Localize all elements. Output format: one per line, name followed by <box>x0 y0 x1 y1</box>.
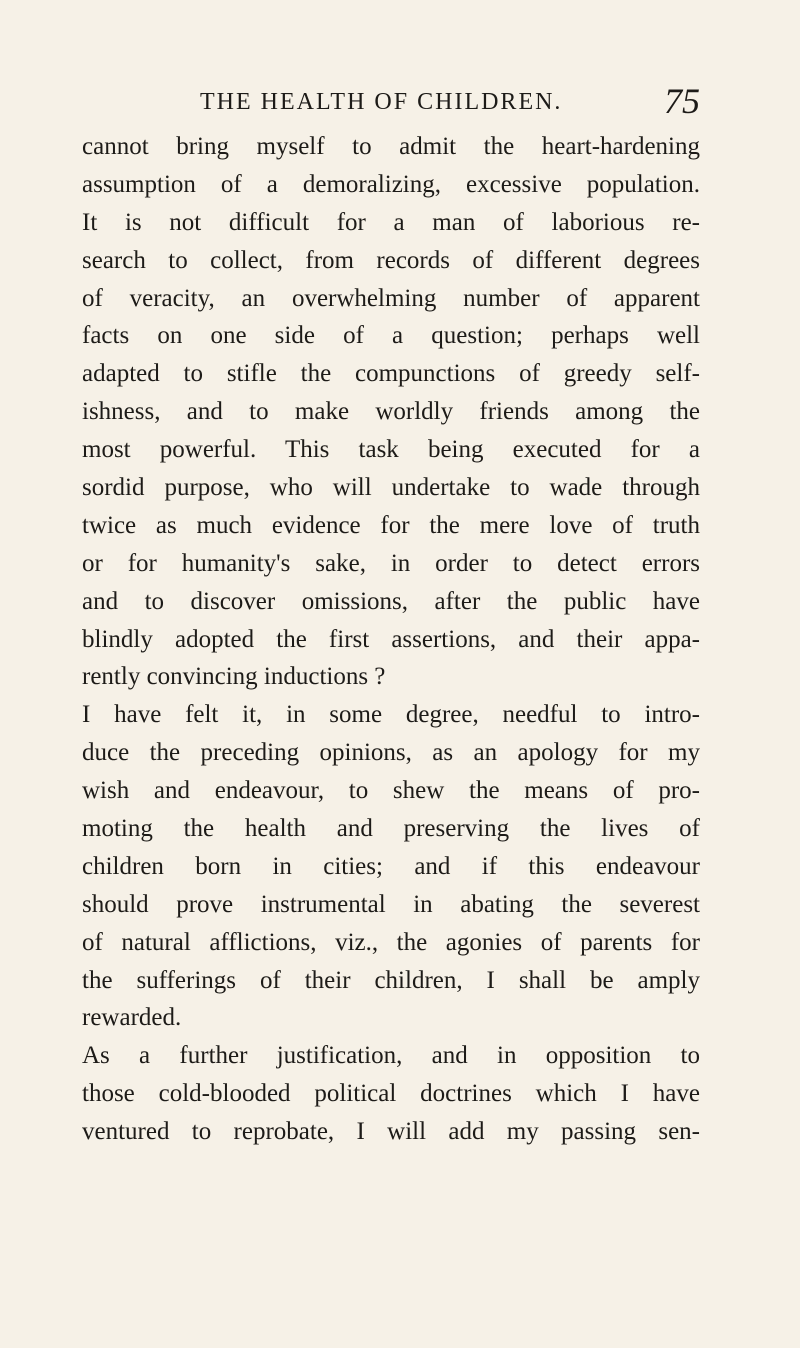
text-line-16: I have felt it, in some degree, needful to intro- <box>82 701 700 729</box>
text-line-18: wish and endeavour, to shew the means of pro- <box>82 777 700 805</box>
text-line-24: rewarded. <box>82 1004 182 1032</box>
text-line-27: ventured to reprobate, I will add my passing sen- <box>82 1118 700 1146</box>
text-line-7: adapted to stifle the compunctions of greedy self- <box>82 360 700 388</box>
text-line-1: cannot bring myself to admit the heart-hardening <box>82 133 700 160</box>
running-title: THE HEALTH OF CHILDREN. <box>200 89 563 115</box>
text-line-6: facts on one side of a question; perhaps well <box>82 322 700 350</box>
text-line-23: the sufferings of their children, I shall be amply <box>82 966 700 994</box>
body-text <box>82 128 700 1151</box>
text-line-21: should prove instrumental in abating the severest <box>82 890 700 918</box>
text-line-19: moting the health and preserving the lives of <box>82 815 700 843</box>
text-line-4: search to collect, from records of different degrees <box>82 246 700 274</box>
text-line-3: It is not difficult for a man of laborious re- <box>82 208 700 236</box>
text-line-17: duce the preceding opinions, as an apology for my <box>82 739 700 767</box>
text-line-25: As a further justification, and in opposition to <box>82 1042 700 1070</box>
text-line-26: those cold-blooded political doctrines which I have <box>82 1080 700 1108</box>
text-line-13: and to discover omissions, after the public have <box>82 587 700 615</box>
running-head <box>200 82 700 122</box>
text-line-2: assumption of a demoralizing, excessive population. <box>82 170 700 198</box>
text-line-22: of natural afflictions, viz., the agonies of parents for <box>82 928 700 956</box>
text-line-11: twice as much evidence for the mere love of truth <box>82 511 700 539</box>
text-line-8: ishness, and to make worldly friends among the <box>82 398 700 426</box>
text-line-12: or for humanity's sake, in order to detect errors <box>82 549 700 577</box>
text-line-9: most powerful. This task being executed for a <box>82 436 700 464</box>
text-line-5: of veracity, an overwhelming number of apparent <box>82 284 700 312</box>
text-line-10: sordid purpose, who will undertake to wade through <box>82 474 700 502</box>
text-line-15: rently convincing inductions ? <box>82 663 386 691</box>
text-line-14: blindly adopted the first assertions, and their appa- <box>82 625 700 653</box>
text-line-20: children born in cities; and if this endeavour <box>82 852 700 880</box>
page-number: 75 <box>664 81 700 121</box>
